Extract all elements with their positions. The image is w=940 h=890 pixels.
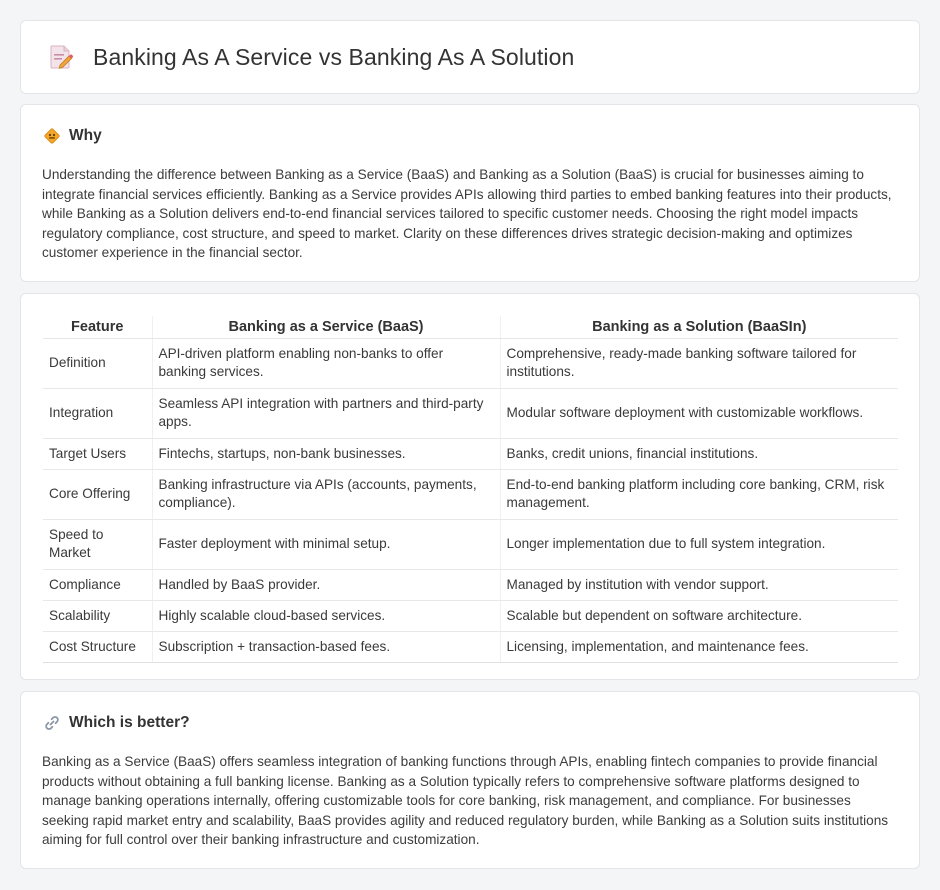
baas-cell: Handled by BaaS provider. <box>152 569 500 600</box>
baas-cell: Subscription + transaction-based fees. <box>152 631 500 662</box>
table-row <box>43 469 898 519</box>
page-title: Banking As A Service vs Banking As A Solution <box>93 43 575 70</box>
comparison-card <box>20 293 920 680</box>
why-text: Understanding the difference between Banking as a Service (BaaS) and Banking as a Solution (BaaS) is crucial for businesses aiming to integrate financial services efficiently. Banking as a Service provides APIs allowing third parties to embed banking features into their products, while Banking as a Solution delivers end-to-end financial services tailored to specific customer needs. Choosing the right model impacts regulatory compliance, cost structure, and speed to market. Clarity on these differences drives strategic decision-making and optimizes customer experience in the financial sector. <box>42 167 892 261</box>
table-row <box>43 631 898 662</box>
baas-cell: Fintechs, startups, non-bank businesses. <box>152 438 500 469</box>
feature-cell: Compliance <box>43 569 152 600</box>
baasin-cell: Banks, credit unions, financial institutions. <box>500 438 898 469</box>
baas-cell: Banking infrastructure via APIs (accounts, payments, compliance). <box>152 469 500 519</box>
table-header-row <box>43 316 898 338</box>
baasin-cell: Longer implementation due to full system integration. <box>500 519 898 569</box>
table-row <box>43 438 898 469</box>
feature-cell: Integration <box>43 388 152 438</box>
baas-cell: API-driven platform enabling non-banks to offer banking services. <box>152 338 500 388</box>
feature-cell: Core Offering <box>43 469 152 519</box>
table-row <box>43 519 898 569</box>
table-row <box>43 388 898 438</box>
baas-cell: Highly scalable cloud-based services. <box>152 600 500 631</box>
table-row <box>43 338 898 388</box>
column-header-feature: Feature <box>43 316 152 338</box>
which-is-better-text: Banking as a Service (BaaS) offers seamless integration of banking functions through APIs, enabling fintech companies to provide financial products without obtaining a full banking license. Banking as a Solution typically refers to comprehensive software platforms designed to manage banking operations internally, offering customizable tools for core banking, risk management, and compliance. For businesses seeking rapid market entry and scalability, BaaS provides agility and reduced regulatory burden, while Banking as a Solution suits institutions aiming for full control over their banking infrastructure and customization. <box>42 754 889 848</box>
baasin-cell: Comprehensive, ready-made banking software tailored for institutions. <box>500 338 898 388</box>
feature-cell: Speed to Market <box>43 519 152 569</box>
feature-cell: Definition <box>43 338 152 388</box>
table-row <box>43 600 898 631</box>
diamond-sign-icon <box>43 127 61 145</box>
comparison-table <box>43 316 898 663</box>
why-heading: Why <box>69 127 102 144</box>
baasin-cell: End-to-end banking platform including core banking, CRM, risk management. <box>500 469 898 519</box>
table-row <box>43 569 898 600</box>
baasin-cell: Licensing, implementation, and maintenance fees. <box>500 631 898 662</box>
baas-cell: Faster deployment with minimal setup. <box>152 519 500 569</box>
feature-cell: Cost Structure <box>43 631 152 662</box>
which-is-better-heading: Which is better? <box>69 714 190 731</box>
which-is-better-section <box>20 691 920 869</box>
baas-cell: Seamless API integration with partners and third-party apps. <box>152 388 500 438</box>
column-header-baasin: Banking as a Solution (BaaSIn) <box>500 316 898 338</box>
edit-document-icon <box>47 43 75 71</box>
title-card <box>20 20 920 94</box>
baasin-cell: Scalable but dependent on software architecture. <box>500 600 898 631</box>
baasin-cell: Managed by institution with vendor support. <box>500 569 898 600</box>
baasin-cell: Modular software deployment with customizable workflows. <box>500 388 898 438</box>
why-section <box>20 104 920 282</box>
feature-cell: Scalability <box>43 600 152 631</box>
link-icon <box>43 714 61 732</box>
column-header-baas: Banking as a Service (BaaS) <box>152 316 500 338</box>
feature-cell: Target Users <box>43 438 152 469</box>
